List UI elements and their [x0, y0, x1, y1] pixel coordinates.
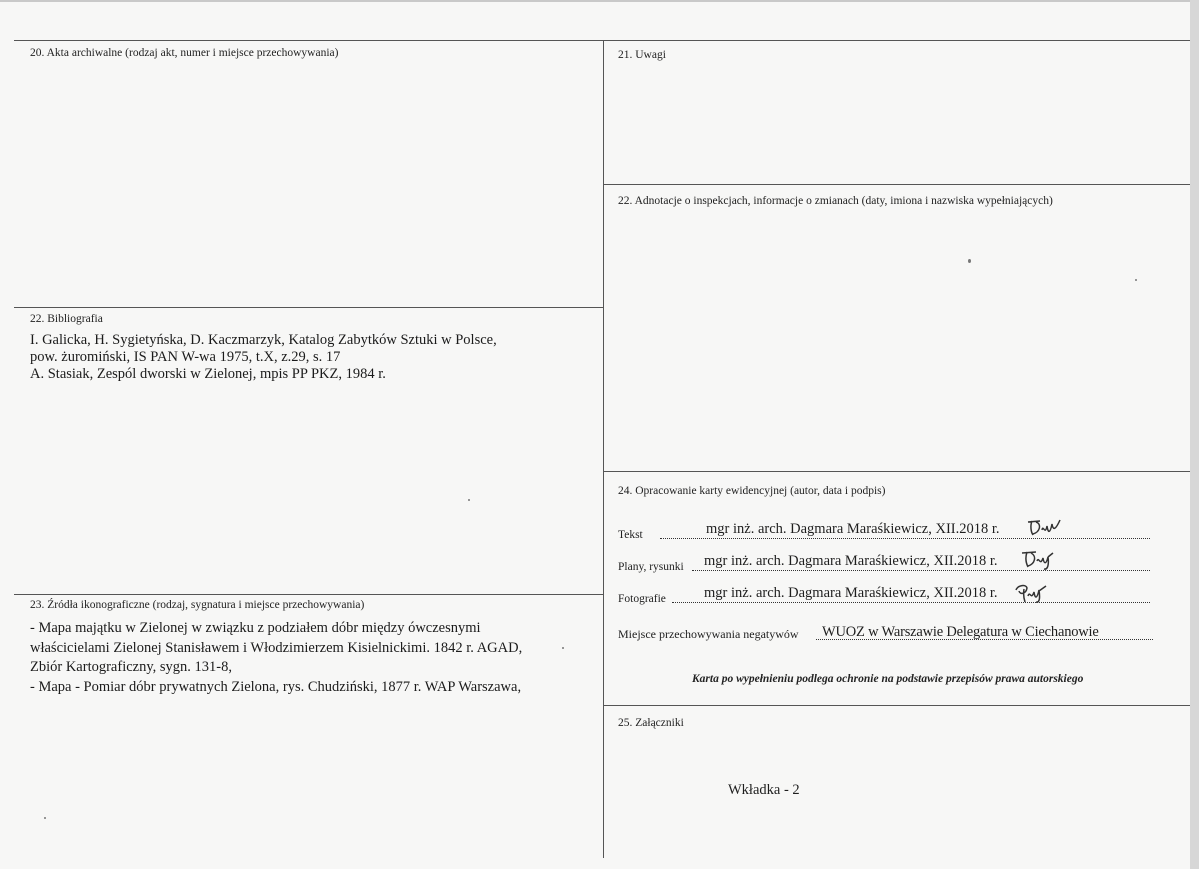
plany-dotted-line	[692, 570, 1150, 571]
iconographic-entry: - Mapa - Pomiar dóbr prywatnych Zielona, rys. Chudziński, 1877 r. WAP Warszawa,	[30, 678, 522, 695]
rule-above-opracowanie	[603, 471, 1190, 472]
bibliography-list	[30, 332, 497, 383]
top-rule	[14, 40, 1190, 41]
section-20-label: 20. Akta archiwalne (rodzaj akt, numer i miejsce przechowywania)	[30, 47, 339, 59]
fotografie-value: mgr inż. arch. Dagmara Maraśkiewicz, XII.2018 r.	[704, 585, 998, 601]
fotografie-dotted-line	[672, 602, 1150, 603]
fotografie-label: Fotografie	[618, 593, 666, 605]
plany-value: mgr inż. arch. Dagmara Maraśkiewicz, XII.2018 r.	[704, 553, 998, 569]
copyright-notice: Karta po wypełnieniu podlega ochronie na podstawie przepisów prawa autorskiego	[692, 673, 1084, 685]
section-25-label: 25. Załączniki	[618, 717, 684, 729]
scan-speck	[44, 817, 46, 819]
tekst-label: Tekst	[618, 529, 643, 541]
scan-speck	[1135, 279, 1137, 281]
tekst-row	[618, 522, 1150, 542]
insert-number: Wkładka - 2	[728, 782, 800, 798]
center-divider	[603, 40, 604, 858]
signature-icon	[1012, 582, 1052, 604]
scan-speck	[968, 259, 971, 263]
bibliography-entry: I. Galicka, H. Sygietyńska, D. Kaczmarzyk, Katalog Zabytków Sztuki w Polsce,	[30, 332, 497, 348]
negatywy-row	[618, 624, 1153, 644]
section-22-bibliografia-label: 22. Bibliografia	[30, 313, 103, 325]
iconographic-sources-list	[30, 619, 522, 697]
rule-under-uwagi	[603, 184, 1190, 185]
negatywy-value: WUOZ w Warszawie Delegatura w Ciechanowie	[822, 624, 1099, 640]
iconographic-entry: Zbiór Kartograficzny, sygn. 131-8,	[30, 659, 233, 675]
section-21-label: 21. Uwagi	[618, 49, 666, 61]
bibliography-entry: pow. żuromiński, IS PAN W-wa 1975, t.X, z.29, s. 17	[30, 349, 341, 365]
scan-speck	[562, 647, 564, 649]
bibliography-entry: A. Stasiak, Zespól dworski w Zielonej, mpis PP PKZ, 1984 r.	[30, 366, 386, 382]
section-22-adnotacje-label: 22. Adnotacje o inspekcjach, informacje o zmianach (daty, imiona i nazwiska wypełniających)	[618, 195, 1053, 207]
scan-edge	[1190, 0, 1199, 869]
rule-above-zalaczniki	[603, 705, 1190, 706]
scan-speck	[468, 499, 470, 501]
section-23-label: 23. Źródła ikonograficzne (rodzaj, sygnatura i miejsce przechowywania)	[30, 599, 365, 611]
rule-above-bibliografia	[14, 307, 603, 308]
plany-label: Plany, rysunki	[618, 561, 684, 573]
iconographic-entry: właścicielami Zielonej Stanisławem i Włodzimierzem Kisielnickimi. 1842 r. AGAD,	[30, 639, 523, 656]
signature-icon	[1024, 516, 1064, 538]
fotografie-row	[618, 586, 1150, 606]
tekst-value: mgr inż. arch. Dagmara Maraśkiewicz, XII.2018 r.	[706, 521, 1000, 537]
section-24-label: 24. Opracowanie karty ewidencyjnej (autor, data i podpis)	[618, 485, 886, 497]
negatywy-label: Miejsce przechowywania negatywów	[618, 627, 799, 641]
plany-row	[618, 554, 1150, 574]
signature-icon	[1018, 548, 1058, 570]
tekst-dotted-line	[660, 538, 1150, 539]
rule-above-zrodla	[14, 594, 603, 595]
iconographic-entry: - Mapa majątku w Zielonej w związku z podziałem dóbr między ówczesnymi	[30, 620, 481, 636]
